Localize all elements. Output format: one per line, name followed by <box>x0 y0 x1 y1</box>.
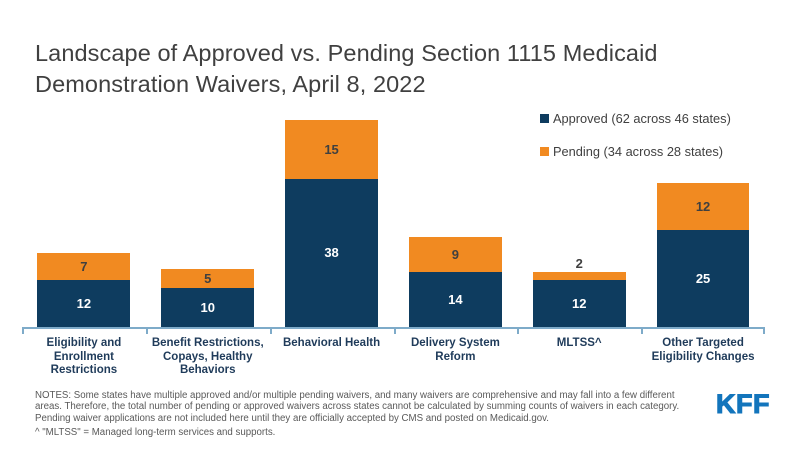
kff-logo: KFF <box>716 389 770 419</box>
axis-tick-icon <box>22 327 24 334</box>
category-label: Other Targeted Eligibility Changes <box>651 337 755 363</box>
approved-segment: 10 <box>161 288 254 327</box>
approved-segment: 12 <box>533 280 626 327</box>
mltss-footnote: ^ "MLTSS" = Managed long-term services and supports. <box>35 427 276 439</box>
category-label: MLTSS^ <box>556 337 602 349</box>
axis-tick-icon <box>394 327 396 334</box>
bar-slot <box>517 256 641 327</box>
pending-segment: 9 <box>409 237 502 272</box>
bar-slot <box>270 120 394 327</box>
page-title-line2: Demonstration Waivers, April 8, 2022 <box>35 71 426 97</box>
axis-tick-icon <box>270 327 272 334</box>
approved-segment: 25 <box>657 230 750 328</box>
axis-tick-icon <box>641 327 643 334</box>
legend-label-approved: Approved (62 across 46 states) <box>553 111 731 126</box>
stacked-bar <box>161 269 254 328</box>
axis-tick-icon <box>763 327 765 334</box>
page-title-line1: Landscape of Approved vs. Pending Section 1115 Medicaid <box>35 40 658 66</box>
page-title <box>35 38 658 100</box>
notes <box>35 390 679 439</box>
pending-segment <box>533 272 626 280</box>
pending-segment: 12 <box>657 183 750 230</box>
pending-segment: 15 <box>285 120 378 179</box>
bar-slot <box>393 237 517 327</box>
category-labels <box>22 337 765 378</box>
notes-line: areas. Therefore, the total number of pending or approved waivers across states cannot be calculated by summing counts of waivers in each category. <box>35 401 680 413</box>
category-label: Behavioral Health <box>282 337 381 349</box>
x-axis-ticks <box>22 327 765 335</box>
approved-segment: 38 <box>285 179 378 327</box>
pending-segment: 7 <box>37 253 130 280</box>
stacked-bar <box>533 256 626 327</box>
stacked-bar <box>657 183 750 327</box>
notes-line: Pending waiver applications are not included here until they are officially accepted by CMS and posted on Medicaid.gov. <box>35 412 549 424</box>
bar-slot <box>22 253 146 327</box>
approved-segment: 12 <box>37 280 130 327</box>
notes-line: NOTES: Some states have multiple approved and/or multiple pending waivers, and many waivers are comprehensive and may fall into a few different <box>35 390 675 401</box>
stacked-bar <box>285 120 378 327</box>
plot-area <box>22 110 765 327</box>
category-label: Benefit Restrictions, Copays, Healthy Behaviors <box>151 337 264 376</box>
pending-value-label: 2 <box>575 256 583 272</box>
axis-tick-icon <box>517 327 519 334</box>
stacked-bar <box>37 253 130 327</box>
category-label: Delivery System Reform <box>410 337 500 363</box>
axis-tick-icon <box>146 327 148 334</box>
pending-segment: 5 <box>161 269 254 289</box>
bar-slot <box>146 269 270 328</box>
bar-slot <box>641 183 765 327</box>
category-label: Eligibility and Enrollment Restrictions <box>46 337 122 376</box>
stacked-bar <box>409 237 502 327</box>
legend-label-pending: Pending (34 across 28 states) <box>553 144 724 159</box>
approved-segment: 14 <box>409 272 502 327</box>
